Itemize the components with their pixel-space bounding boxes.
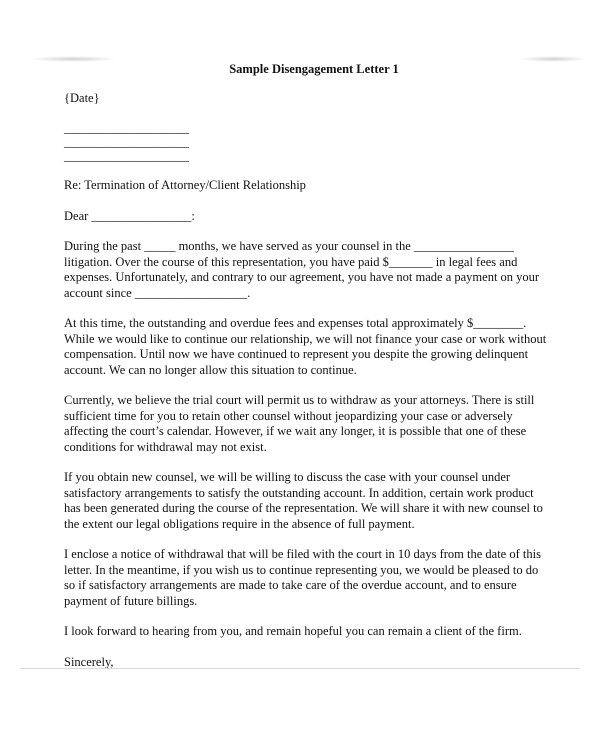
paragraph-line: affecting the court’s calendar. However, if we wait any longer, it is possible that one of these <box>64 424 527 438</box>
paragraph-line: Currently, we believe the trial court will permit us to withdraw as your attorneys. There is still <box>64 393 535 407</box>
paragraph-1 <box>64 239 564 301</box>
recipient-address <box>64 121 564 163</box>
paragraph-3 <box>64 393 564 455</box>
paragraph-line: conditions for withdrawal may not exist. <box>64 439 267 454</box>
paragraph-line: satisfactory arrangements to satisfy the outstanding account. In addition, certain work product <box>64 485 534 500</box>
closing: Sincerely, <box>64 654 114 669</box>
paragraph-line: letter. In the meantime, if you wish us to continue representing you, we would be pleased to do <box>64 562 539 577</box>
paragraph-line: At this time, the outstanding and overdue fees and expenses total approximately $________. <box>64 316 527 330</box>
paragraph-2 <box>64 316 564 378</box>
address-line: ____________________ <box>64 135 189 149</box>
paragraph-6 <box>64 624 564 640</box>
paragraph-line: While we would like to continue our relationship, we will not finance your case or work without <box>64 331 547 346</box>
subject-line: Re: Termination of Attorney/Client Relationship <box>64 178 306 192</box>
paragraph-line: expenses. Unfortunately, and contrary to our agreement, you have not made a payment on your <box>64 270 540 284</box>
date-placeholder: {Date} <box>64 90 100 105</box>
paragraph-line: so if satisfactory arrangements are made to take care of the overdue account, and to ensure <box>64 578 517 592</box>
paragraph-line: compensation. Until now we have continued to represent you despite the growing delinquent <box>64 347 529 361</box>
page-divider <box>20 668 580 669</box>
paragraph-line: account since __________________. <box>64 285 251 300</box>
paragraph-line: I enclose a notice of withdrawal that will be filed with the court in 10 days from the date of this <box>64 547 541 561</box>
paragraph-line: If you obtain new counsel, we will be willing to discuss the case with your counsel under <box>64 470 511 484</box>
paragraph-line: During the past _____ months, we have served as your counsel in the ________________ <box>64 239 514 253</box>
paragraph-5 <box>64 547 564 609</box>
paragraph-line: I look forward to hearing from you, and remain hopeful you can remain a client of the firm. <box>64 624 522 638</box>
paragraph-4 <box>64 470 564 532</box>
letter-body <box>64 62 564 685</box>
address-line: ____________________ <box>64 149 189 163</box>
paragraph-line: litigation. Over the course of this representation, you have paid $_______ in legal fees and <box>64 254 518 269</box>
address-line: ____________________ <box>64 121 189 135</box>
document-title: Sample Disengagement Letter 1 <box>229 62 399 76</box>
paragraph-line: sufficient time for you to retain other counsel without jeopardizing your case or adversely <box>64 408 513 423</box>
paragraph-line: has been generated during the course of the representation. We will share it with new counsel to <box>64 501 543 515</box>
paragraph-line: account. We can no longer allow this situation to continue. <box>64 362 357 377</box>
paragraph-line: payment of future billings. <box>64 593 198 608</box>
paragraph-line: the extent our legal obligations require in the absence of full payment. <box>64 516 415 531</box>
salutation: Dear ________________: <box>64 208 195 223</box>
